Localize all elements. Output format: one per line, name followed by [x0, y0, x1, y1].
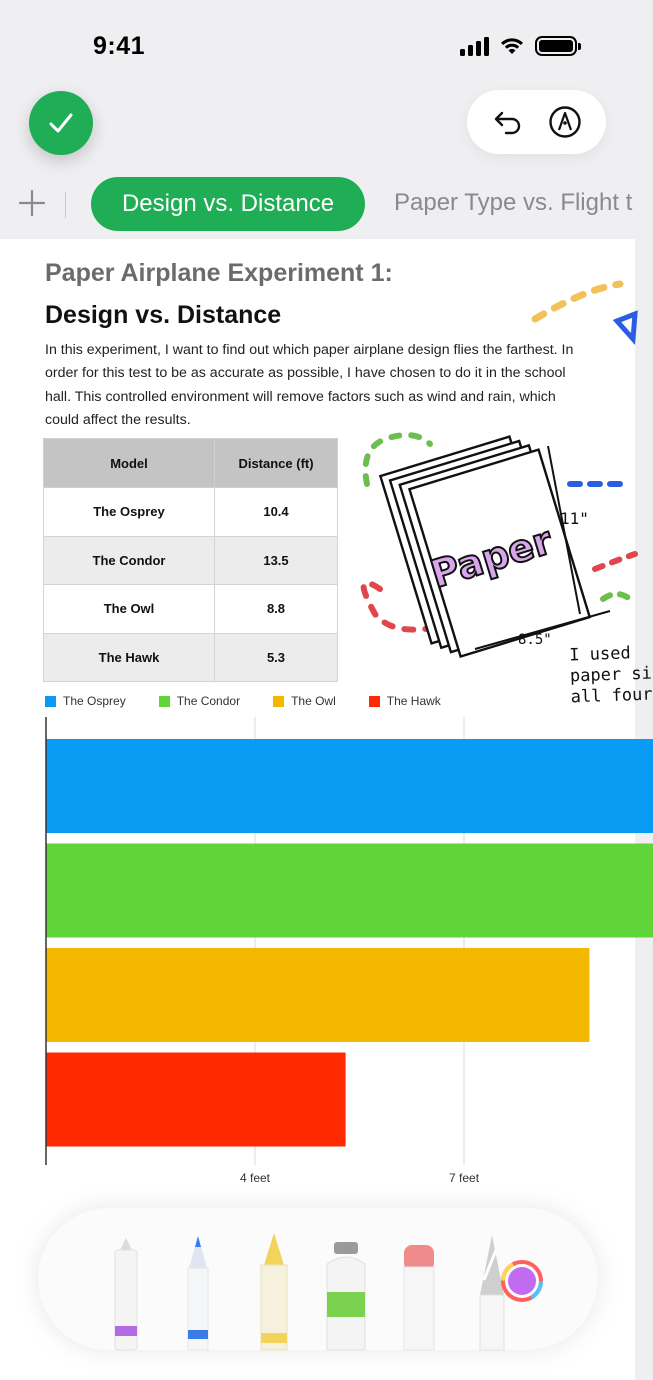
table-cell-distance: 10.4	[215, 488, 338, 537]
table-cell-model: The Owl	[44, 585, 215, 634]
bar-the-owl[interactable]	[46, 948, 589, 1042]
crayon-tool[interactable]	[252, 1225, 296, 1350]
color-picker-icon	[508, 1267, 536, 1295]
status-icons	[460, 36, 577, 56]
legend-item	[45, 694, 126, 708]
paint-tube-tool[interactable]	[322, 1242, 370, 1350]
edit-tools-pill	[467, 90, 606, 154]
bar-the-osprey[interactable]	[46, 739, 653, 833]
done-button[interactable]	[29, 91, 93, 155]
x-tick-label: 7 feet	[449, 1171, 480, 1185]
legend-item	[273, 694, 336, 708]
handwritten-note-line: all four	[570, 684, 653, 708]
bar-the-hawk[interactable]	[46, 1053, 346, 1147]
tab-design-vs-distance[interactable]: Design vs. Distance	[91, 177, 365, 231]
document-intro: In this experiment, I want to find out which paper airplane design flies the farthest. In order for this test to be as accurate as possible, I have chosen to do it in the school hall. This controlled environment will remove factors such as wind and rain, which could affect the results.	[45, 342, 574, 429]
legend-label: The Condor	[176, 694, 241, 708]
marker-tool[interactable]	[106, 1230, 146, 1350]
results-table[interactable]	[43, 438, 338, 682]
eraser-tool[interactable]	[401, 1245, 437, 1350]
handwritten-note-line: I used	[568, 643, 632, 666]
cellular-signal-icon	[460, 36, 489, 56]
sketch-word: Paper	[425, 518, 558, 597]
table-cell-model: The Condor	[44, 536, 215, 585]
legend-label: The Osprey	[63, 694, 126, 708]
document-kicker: Paper Airplane Experiment 1:	[45, 259, 393, 287]
table-row	[44, 633, 338, 682]
table-cell-distance: 8.8	[215, 585, 338, 634]
pen-tool[interactable]	[178, 1230, 218, 1350]
bar-the-condor[interactable]	[46, 844, 653, 938]
battery-icon	[535, 36, 577, 56]
status-time: 9:41	[93, 32, 146, 60]
legend-label: The Hawk	[386, 694, 441, 708]
table-cell-model: The Hawk	[44, 633, 215, 682]
document-title: Design vs. Distance	[45, 301, 282, 329]
checkmark-icon	[46, 108, 76, 138]
handwritten-note-line: paper si	[569, 663, 653, 687]
pen-tip-icon	[548, 105, 582, 139]
table-cell-model: The Osprey	[44, 488, 215, 537]
sketch-width-label: 8.5"	[518, 632, 552, 648]
legend-label: The Owl	[291, 694, 336, 708]
undo-icon	[492, 106, 524, 138]
wifi-icon	[499, 36, 525, 56]
legend-item	[369, 694, 441, 708]
table-header-distance: Distance (ft)	[215, 439, 338, 488]
undo-button[interactable]	[488, 102, 528, 142]
table-row	[44, 585, 338, 634]
chart-legend	[45, 694, 474, 708]
status-bar	[0, 0, 635, 90]
handwritten-note[interactable]	[569, 643, 653, 709]
tab-bar	[0, 172, 635, 238]
legend-swatch	[369, 696, 380, 707]
table-cell-distance: 13.5	[215, 536, 338, 585]
sketch-height-label: 11"	[560, 509, 589, 528]
tab-paper-type-vs-flight[interactable]: Paper Type vs. Flight t	[394, 189, 633, 216]
table-row	[44, 488, 338, 537]
drawing-tool-palette	[38, 1208, 598, 1350]
legend-swatch	[159, 696, 170, 707]
tab-divider	[65, 192, 66, 218]
add-tab-icon[interactable]	[16, 187, 48, 219]
legend-item	[159, 694, 240, 708]
legend-swatch	[45, 696, 56, 707]
markup-button[interactable]	[545, 102, 585, 142]
distance-bar-chart[interactable]	[0, 717, 635, 1197]
fountain-pen-tool[interactable]	[476, 1235, 546, 1350]
table-cell-distance: 5.3	[215, 633, 338, 682]
legend-swatch	[273, 696, 284, 707]
table-row	[44, 536, 338, 585]
table-header-model: Model	[44, 439, 215, 488]
x-tick-label: 4 feet	[239, 1171, 271, 1185]
